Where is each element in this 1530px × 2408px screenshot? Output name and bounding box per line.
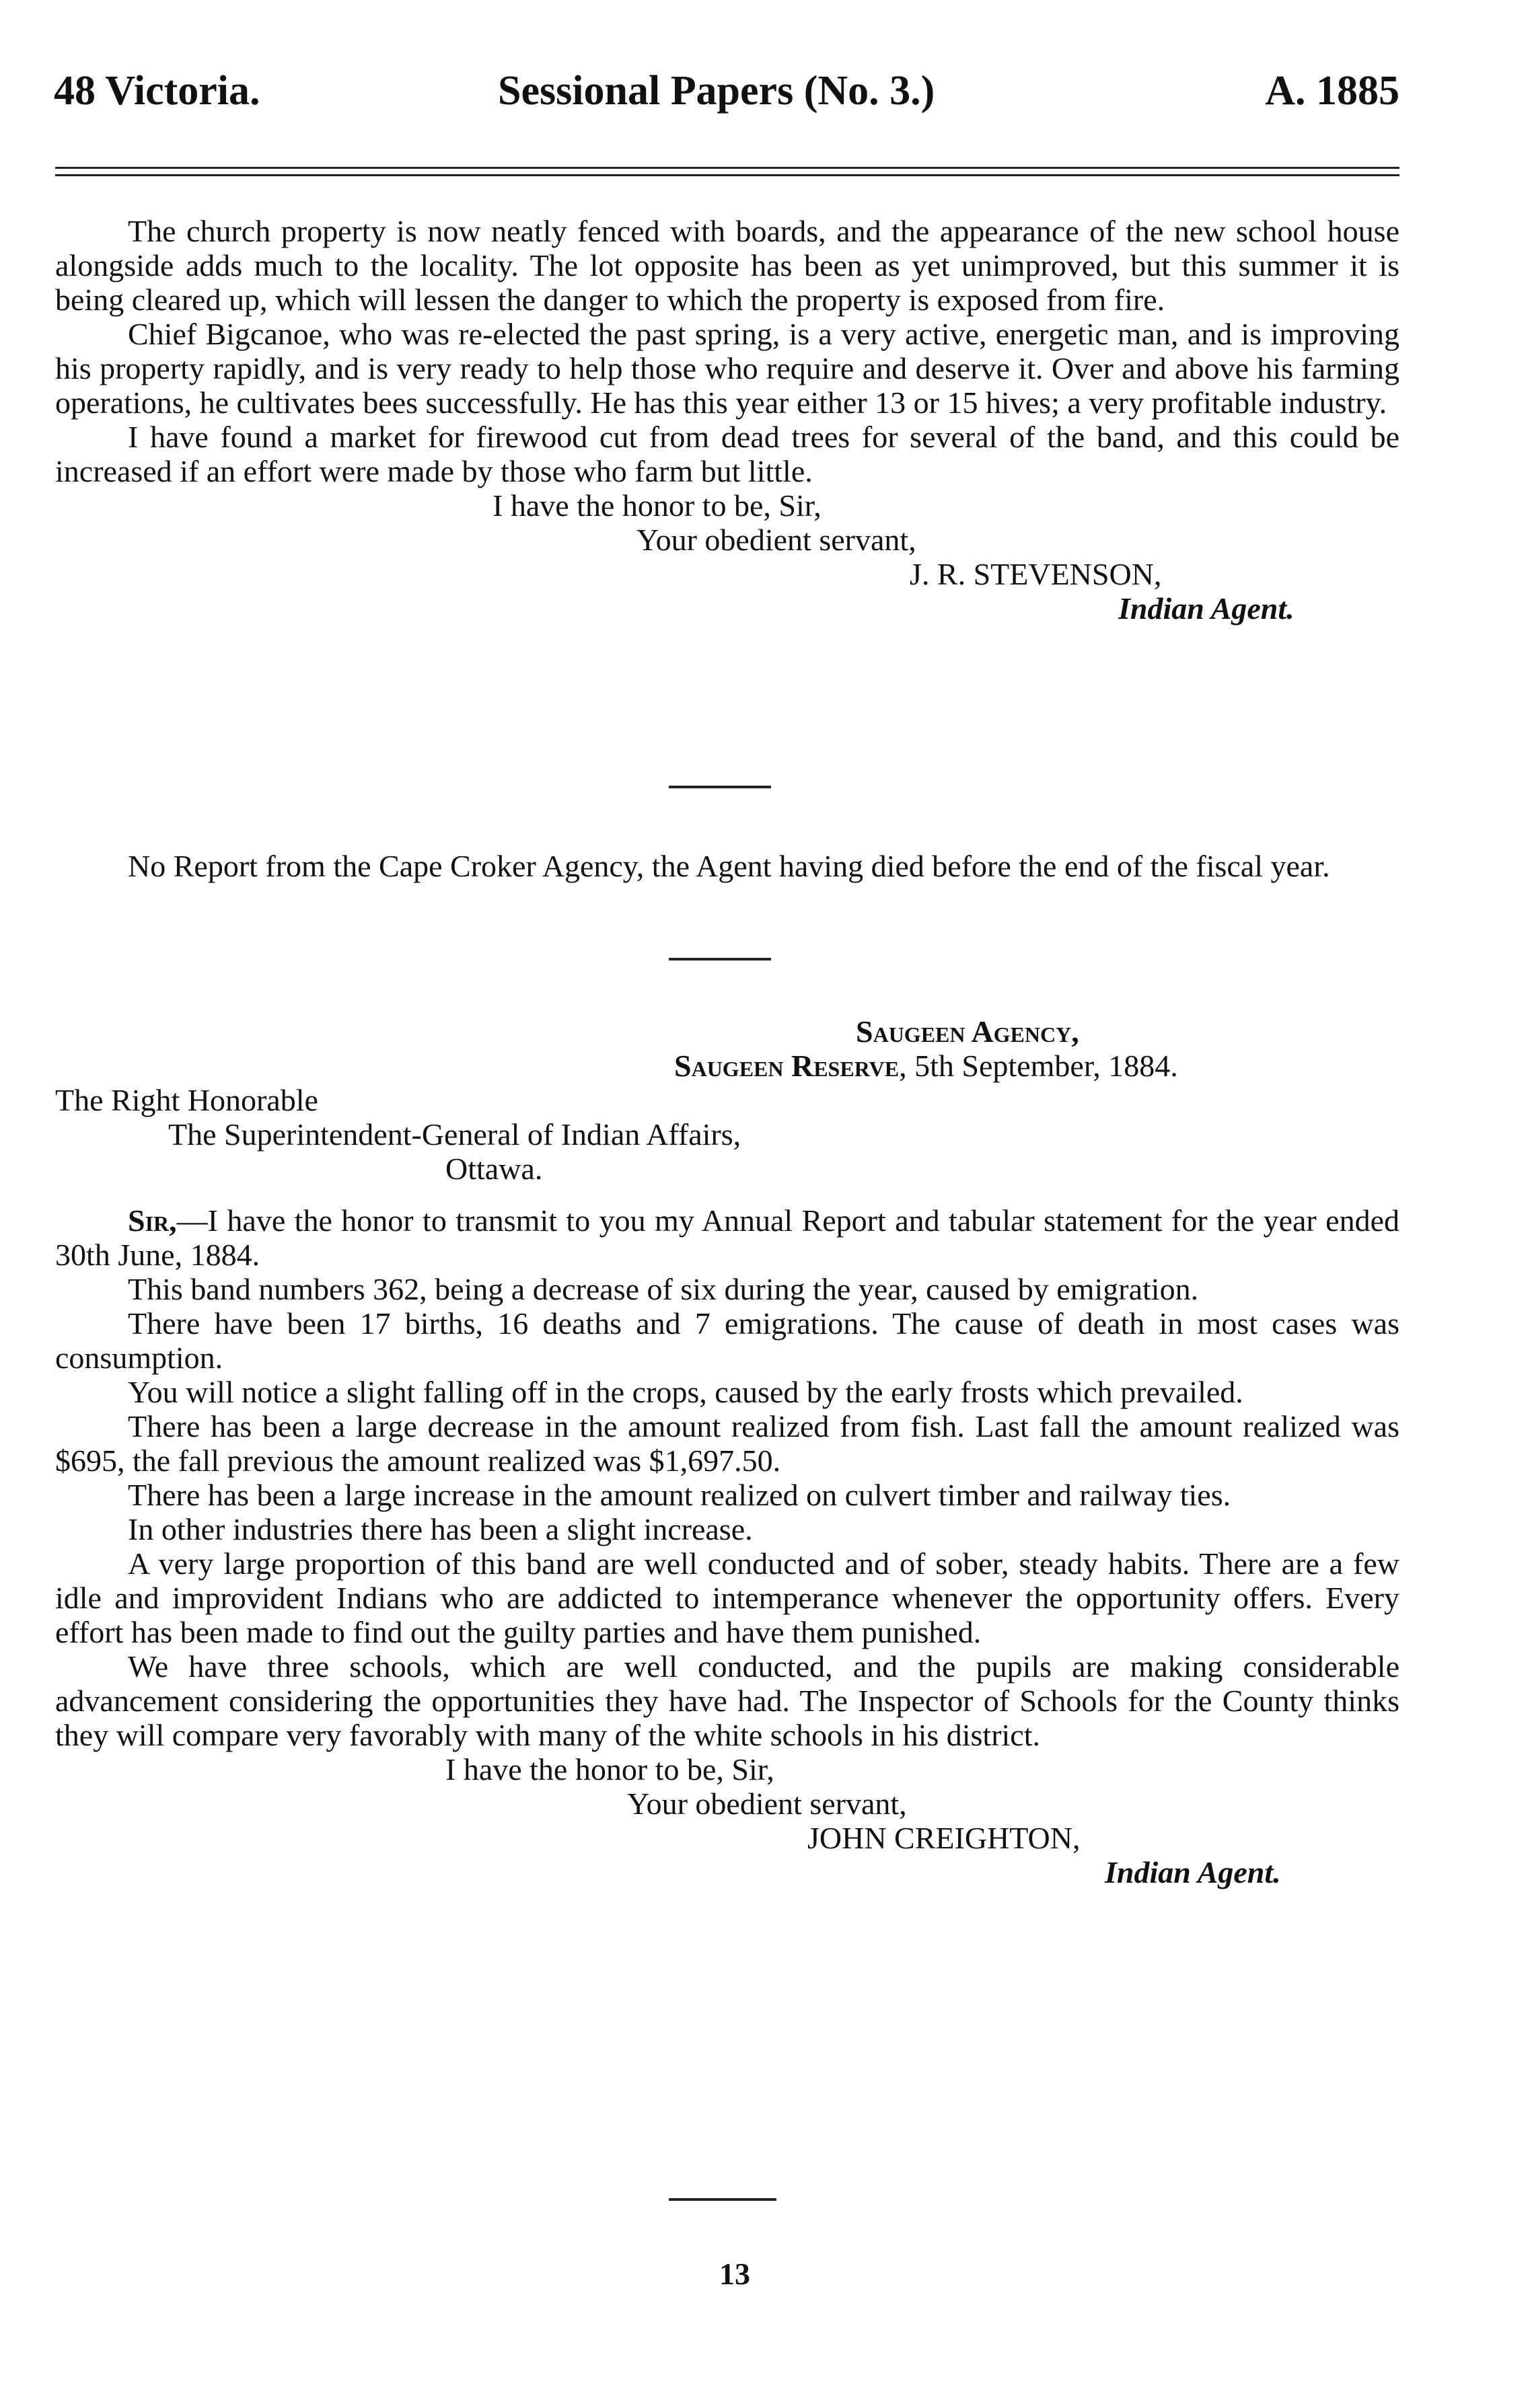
paragraph: You will notice a slight falling off in the crops, caused by the early frosts which prevailed. bbox=[128, 1375, 1243, 1409]
paragraph: A very large proportion of this band are well conducted and of sober, steady habits. There are a few idle and improvident Indians who are addicted to intemperance whenever the opportunity offers. Every effort has been made to find out the guilty parties and have them punished. bbox=[55, 1546, 1399, 1649]
header-double-rule bbox=[55, 167, 1399, 176]
header-title: Sessional Papers (No. 3.) bbox=[498, 68, 935, 114]
paragraph: Sir,—I have the honor to transmit to you my Annual Report and tabular statement for the year ended 30th June, 1884. bbox=[55, 1203, 1399, 1272]
signatory-title: Indian Agent. bbox=[1105, 1855, 1281, 1889]
paragraph: There has been a large increase in the amount realized on culvert timber and railway ties. bbox=[128, 1478, 1231, 1512]
closing-line: Your obedient servant, bbox=[627, 1786, 907, 1821]
closing-line: Your obedient servant, bbox=[636, 523, 916, 557]
section-divider bbox=[669, 786, 771, 788]
letter-creighton-body bbox=[55, 1014, 1399, 1889]
paragraph: I have found a market for firewood cut from dead trees for several of the band, and this could be increased if an effort were made by those who farm but little. bbox=[55, 420, 1399, 488]
addressee-line: Ottawa. bbox=[445, 1152, 543, 1186]
signatory-title: Indian Agent. bbox=[1118, 591, 1295, 626]
paragraph: There have been 17 births, 16 deaths and 7 emigrations. The cause of death in most cases was consumption. bbox=[55, 1306, 1399, 1375]
dateline bbox=[55, 1049, 1399, 1083]
addressee-line: The Right Honorable bbox=[55, 1083, 318, 1117]
cape-croker-note bbox=[55, 849, 1399, 883]
agency-name: Saugeen Agency, bbox=[856, 1014, 1079, 1049]
salutation: Sir, bbox=[128, 1203, 177, 1238]
header-year: A. 1885 bbox=[1265, 68, 1399, 114]
letter-date: , 5th September, 1884. bbox=[899, 1049, 1178, 1083]
page-number: 13 bbox=[719, 2257, 750, 2291]
closing-line: I have the honor to be, Sir, bbox=[493, 488, 822, 523]
letter-stevenson-body bbox=[55, 214, 1399, 626]
paragraph: We have three schools, which are well conducted, and the pupils are making considerable advancement considering the opportunities they have had. The Inspector of Schools for the County thinks they will compare very favorably with many of the white schools in his district. bbox=[55, 1649, 1399, 1752]
paragraph: The church property is now neatly fenced with boards, and the appearance of the new school house alongside adds much to the locality. The lot opposite has been as yet unimproved, but this summer it is being cleared up, which will lessen the danger to which the property is exposed from fire. bbox=[55, 214, 1399, 317]
signature: J. R. STEVENSON, bbox=[910, 557, 1162, 591]
section-divider bbox=[669, 958, 771, 961]
reserve-name: Saugeen Reserve bbox=[674, 1049, 900, 1083]
paragraph: In other industries there has been a slight increase. bbox=[128, 1512, 753, 1546]
paragraph: There has been a large decrease in the amount realized from fish. Last fall the amount realized was $695, the fall previous the amount realized was $1,697.50. bbox=[55, 1409, 1399, 1478]
paragraph: No Report from the Cape Croker Agency, the Agent having died before the end of the fiscal year. bbox=[128, 849, 1330, 883]
page-header bbox=[54, 67, 1399, 128]
paragraph: Chief Bigcanoe, who was re-elected the past spring, is a very active, energetic man, and is improving his property rapidly, and is very ready to help those who require and deserve it. Over and above his farming operations, he cultivates bees successfully. He has this year either 13 or 15 hives; a very profitable industry. bbox=[55, 317, 1399, 420]
addressee-line: The Superintendent-General of Indian Affairs, bbox=[168, 1117, 741, 1152]
paragraph: This band numbers 362, being a decrease of six during the year, caused by emigration. bbox=[128, 1272, 1199, 1306]
closing-line: I have the honor to be, Sir, bbox=[445, 1752, 774, 1786]
header-session: 48 Victoria. bbox=[54, 68, 260, 114]
section-divider bbox=[669, 2198, 776, 2201]
signature: JOHN CREIGHTON, bbox=[807, 1821, 1081, 1855]
